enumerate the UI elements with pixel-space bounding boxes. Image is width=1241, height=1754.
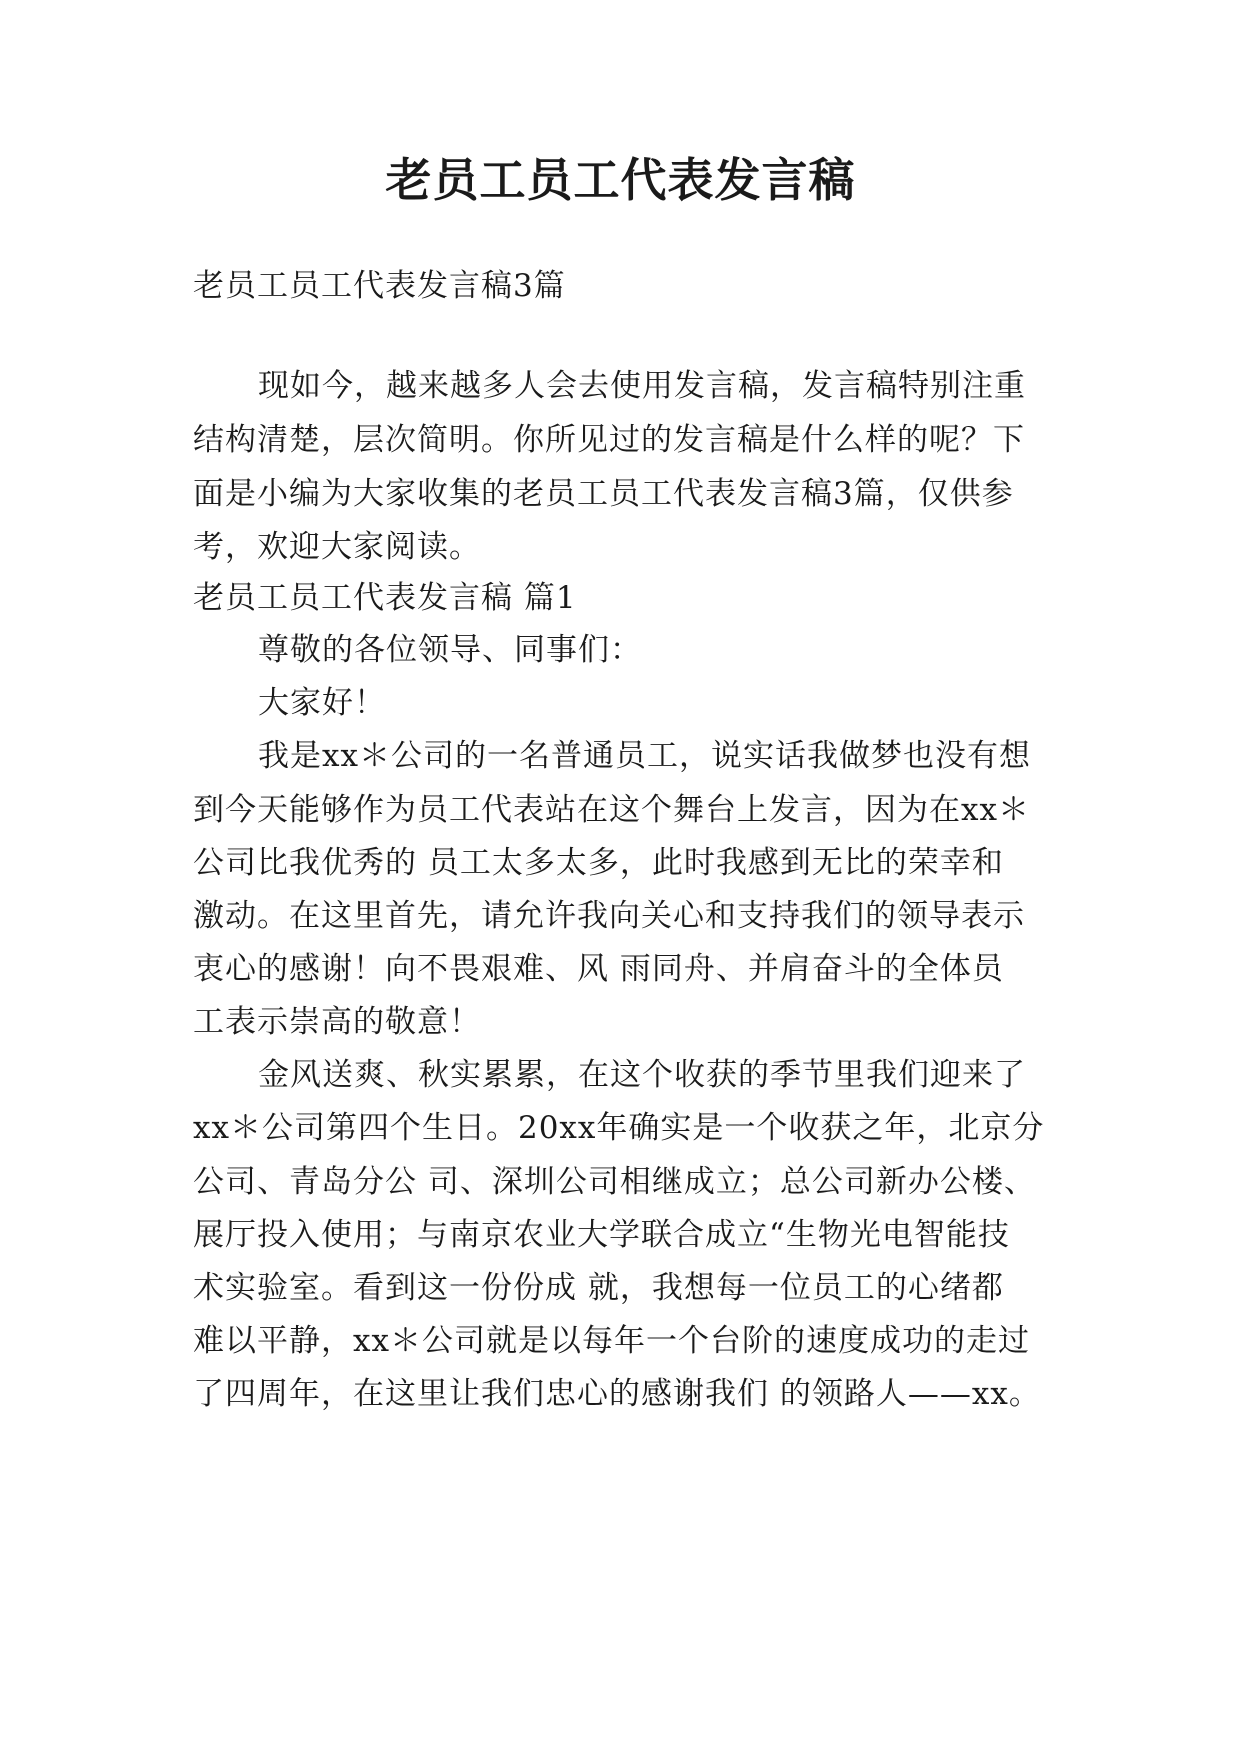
salutation: 尊敬的各位领导、同事们： <box>258 632 642 668</box>
paragraph2-line-3: 公司、青岛分公 司、深圳公司相继成立；总公司新办公楼、 <box>193 1164 1036 1200</box>
paragraph2-line-2: xx＊公司第四个生日。20xx年确实是一个收获之年，北京分 <box>193 1110 1045 1146</box>
paragraph1-line-4: 激动。在这里首先，请允许我向关心和支持我们的领导表示 <box>193 898 1025 934</box>
paragraph2-line-7: 了四周年，在这里让我们忠心的感谢我们 的领路人——xx。 <box>193 1376 1041 1412</box>
paragraph1-line-5: 衷心的感谢！向不畏艰难、风 雨同舟、并肩奋斗的全体员 <box>193 951 1004 987</box>
paragraph2-line-6: 难以平静，xx＊公司就是以每年一个台阶的速度成功的走过 <box>193 1323 1030 1359</box>
intro-line-1: 现如今，越来越多人会去使用发言稿，发言稿特别注重 <box>258 368 1026 404</box>
paragraph1-line-1: 我是xx＊公司的一名普通员工，说实话我做梦也没有想 <box>258 738 1031 774</box>
document-subtitle: 老员工员工代表发言稿3篇 <box>193 268 566 304</box>
intro-line-2: 结构清楚，层次简明。你所见过的发言稿是什么样的呢？下 <box>193 422 1025 458</box>
section-heading: 老员工员工代表发言稿 篇1 <box>193 580 577 616</box>
paragraph1-line-3: 公司比我优秀的 员工太多太多，此时我感到无比的荣幸和 <box>193 845 1004 881</box>
greeting: 大家好！ <box>258 685 386 721</box>
paragraph2-line-4: 展厅投入使用；与南京农业大学联合成立“生物光电智能技 <box>193 1217 1010 1253</box>
paragraph1-line-6: 工表示崇高的敬意！ <box>193 1004 481 1040</box>
paragraph2-line-5: 术实验室。看到这一份份成 就，我想每一位员工的心绪都 <box>193 1270 1004 1306</box>
document-title: 老员工员工代表发言稿 <box>385 153 856 207</box>
intro-line-4: 考，欢迎大家阅读。 <box>193 529 481 565</box>
paragraph1-line-2: 到今天能够作为员工代表站在这个舞台上发言，因为在xx＊ <box>193 792 1030 828</box>
intro-line-3: 面是小编为大家收集的老员工员工代表发言稿3篇，仅供参 <box>193 476 1014 512</box>
paragraph2-line-1: 金风送爽、秋实累累，在这个收获的季节里我们迎来了 <box>258 1057 1026 1093</box>
